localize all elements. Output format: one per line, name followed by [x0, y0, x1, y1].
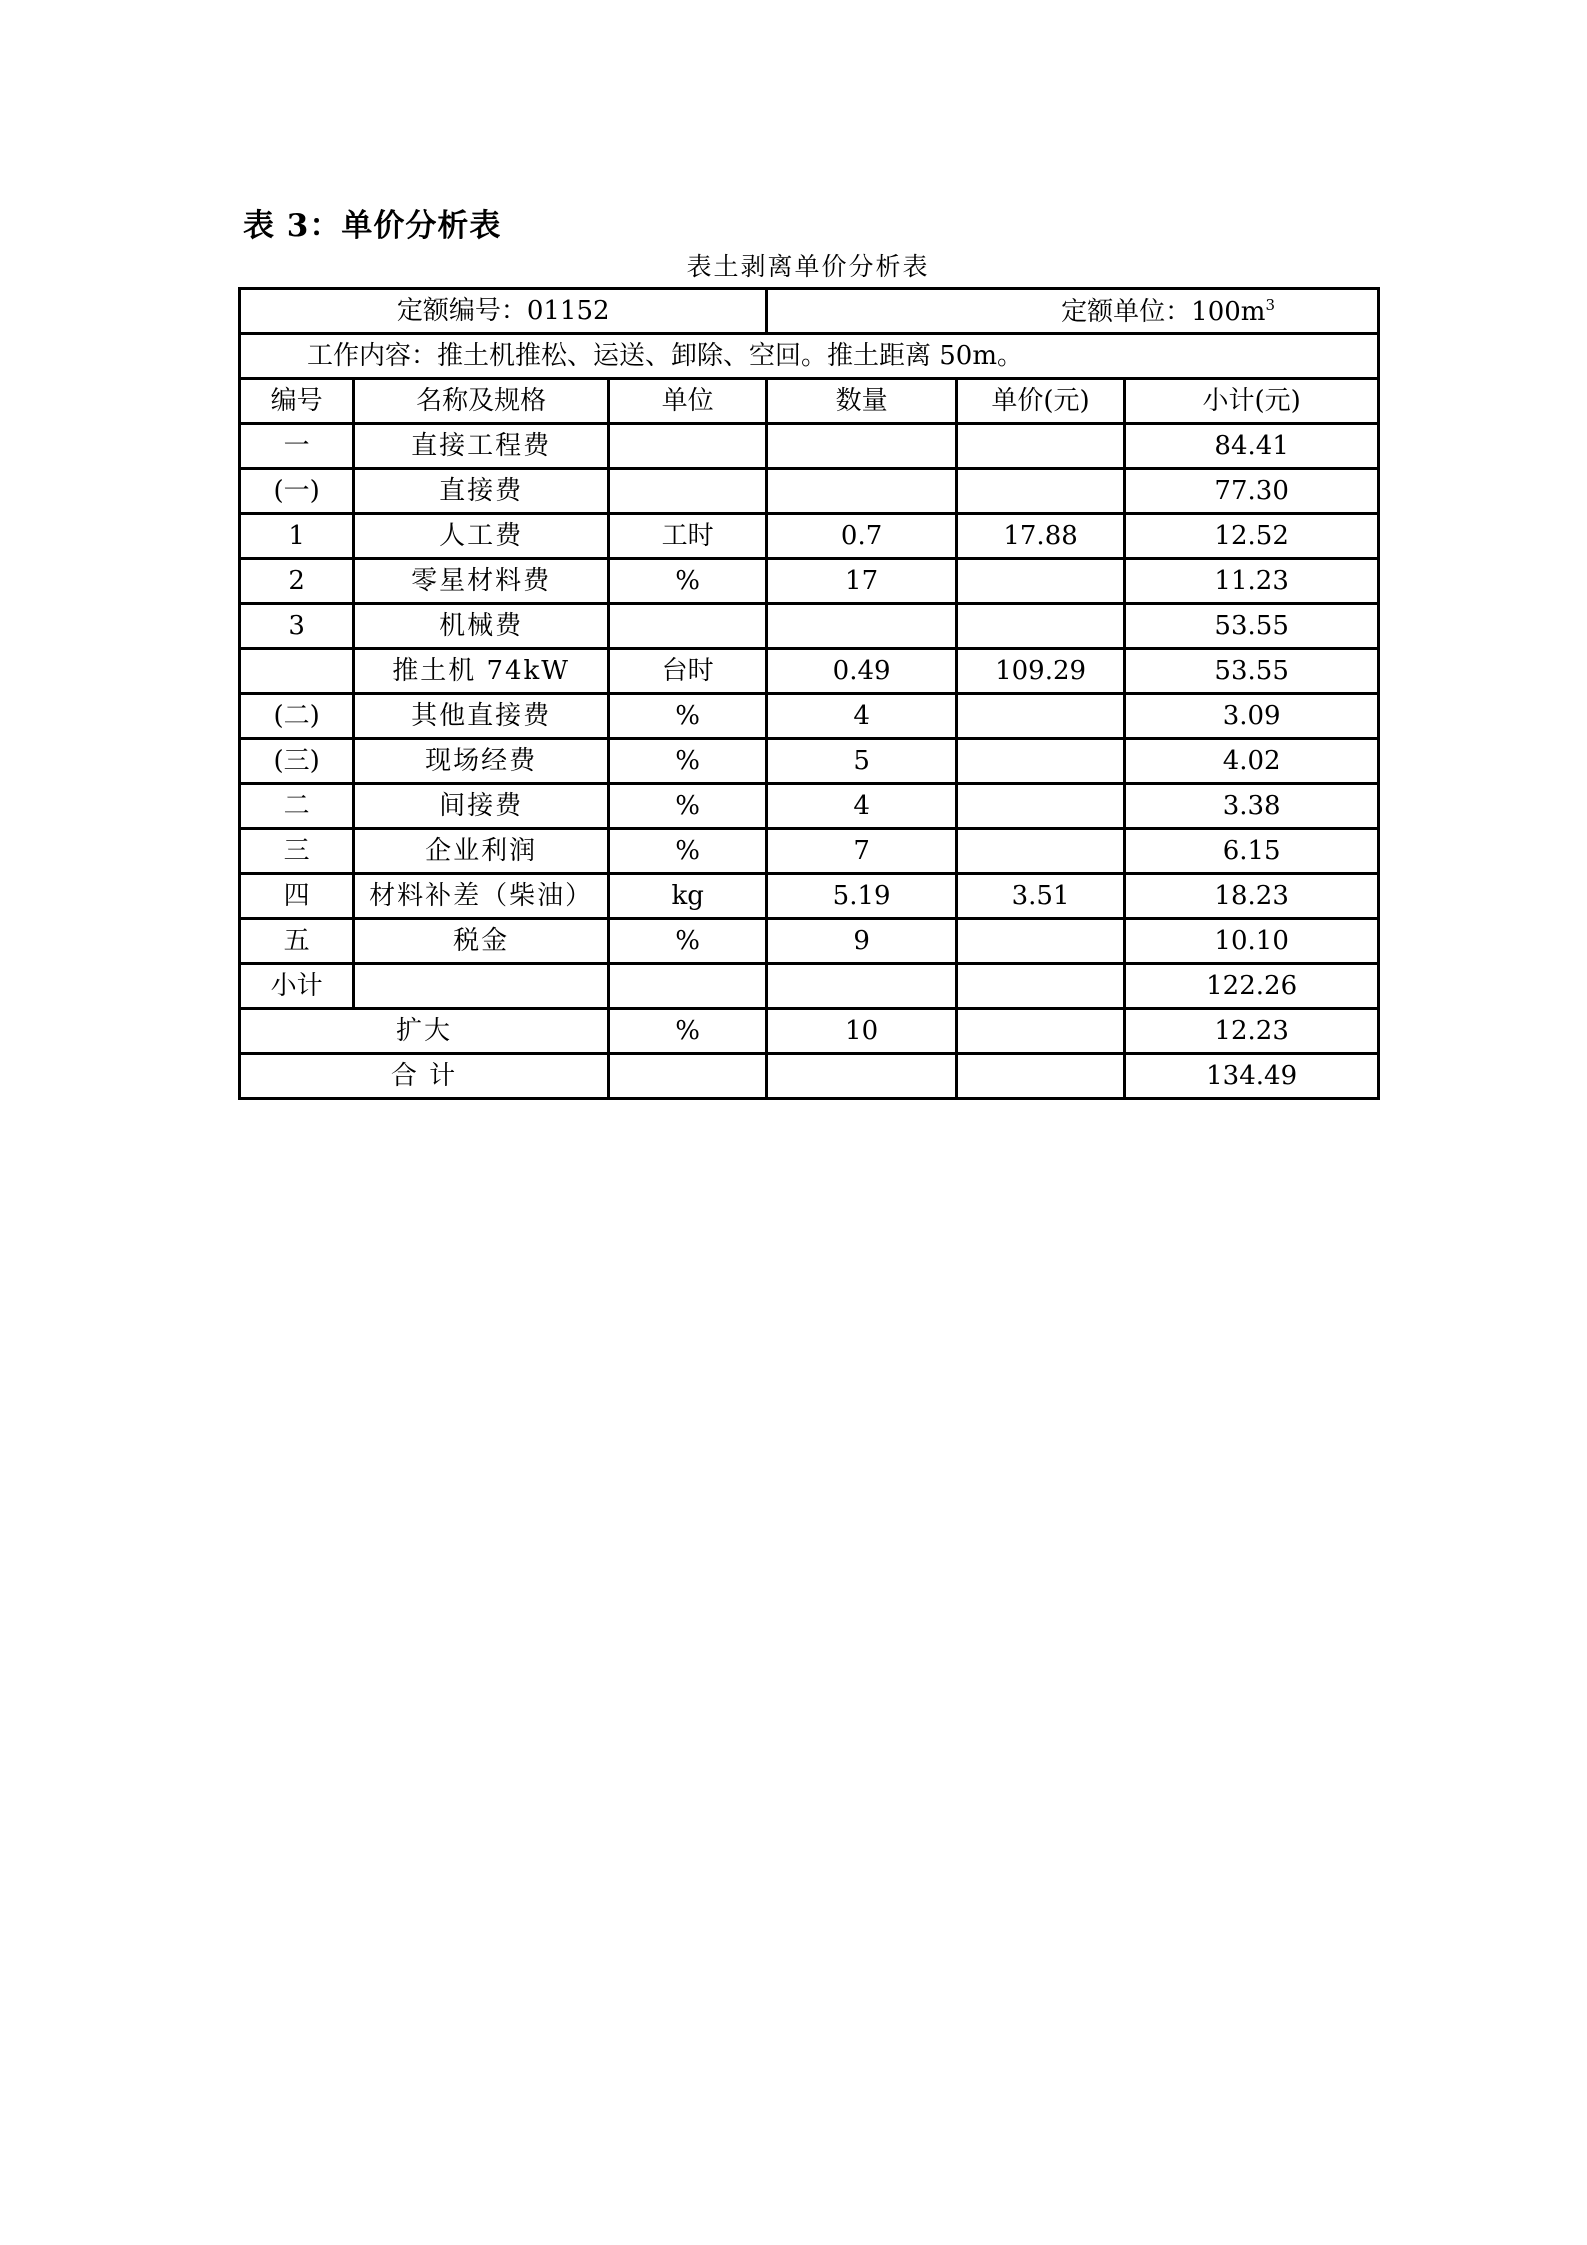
cell-subtotal: 84.41 [1125, 424, 1379, 469]
cell-name [354, 964, 609, 1009]
cell-qty: 7 [767, 829, 956, 874]
quota-row [240, 289, 1379, 334]
cell-no: 三 [240, 829, 354, 874]
cell-name: 机械费 [354, 604, 609, 649]
cell-qty [767, 424, 956, 469]
column-header-row [240, 379, 1379, 424]
expand-subtotal-cell: 12.23 [1125, 1009, 1379, 1054]
cell-no: 小计 [240, 964, 354, 1009]
table-row [240, 694, 1379, 739]
cell-qty: 5.19 [767, 874, 956, 919]
cell-unit: % [608, 829, 766, 874]
cell-name: 税金 [354, 919, 609, 964]
cell-name: 零星材料费 [354, 559, 609, 604]
table-row [240, 874, 1379, 919]
table-row [240, 964, 1379, 1009]
cell-qty: 9 [767, 919, 956, 964]
cell-unit: 台时 [608, 649, 766, 694]
cell-name: 推土机 74kW [354, 649, 609, 694]
cell-price [956, 559, 1124, 604]
cell-qty: 0.49 [767, 649, 956, 694]
total-qty-cell [767, 1054, 956, 1099]
cell-subtotal: 122.26 [1125, 964, 1379, 1009]
cell-name: 其他直接费 [354, 694, 609, 739]
table-row [240, 604, 1379, 649]
cell-no: 3 [240, 604, 354, 649]
quota-number-cell: 定额编号：01152 [240, 289, 767, 334]
cell-unit [608, 424, 766, 469]
total-subtotal-cell: 134.49 [1125, 1054, 1379, 1099]
cell-name: 间接费 [354, 784, 609, 829]
cell-unit: kg [608, 874, 766, 919]
cell-qty: 4 [767, 784, 956, 829]
cell-unit [608, 469, 766, 514]
cell-unit: % [608, 559, 766, 604]
column-header-name: 名称及规格 [354, 379, 609, 424]
cell-subtotal: 3.38 [1125, 784, 1379, 829]
cell-subtotal: 77.30 [1125, 469, 1379, 514]
expand-unit-cell: % [608, 1009, 766, 1054]
cell-qty: 17 [767, 559, 956, 604]
cell-price: 109.29 [956, 649, 1124, 694]
cell-unit [608, 964, 766, 1009]
expand-price-cell [956, 1009, 1124, 1054]
cell-subtotal: 10.10 [1125, 919, 1379, 964]
cell-no: 一 [240, 424, 354, 469]
expand-row [240, 1009, 1379, 1054]
cell-unit: % [608, 694, 766, 739]
cell-subtotal: 18.23 [1125, 874, 1379, 919]
cell-no: 1 [240, 514, 354, 559]
cell-no: 五 [240, 919, 354, 964]
cell-unit [608, 604, 766, 649]
cell-qty [767, 964, 956, 1009]
cell-qty: 4 [767, 694, 956, 739]
quota-unit-cell [767, 289, 1379, 334]
cell-price [956, 964, 1124, 1009]
unit-price-analysis-table [238, 287, 1380, 1100]
total-unit-cell [608, 1054, 766, 1099]
cell-subtotal: 4.02 [1125, 739, 1379, 784]
cell-name: 人工费 [354, 514, 609, 559]
column-header-price: 单价(元) [956, 379, 1124, 424]
cell-name: 直接费 [354, 469, 609, 514]
total-row [240, 1054, 1379, 1099]
cell-qty [767, 469, 956, 514]
cell-qty: 5 [767, 739, 956, 784]
table-row [240, 514, 1379, 559]
quota-unit-label: 定额单位：100m [1061, 296, 1266, 327]
expand-label-cell: 扩大 [240, 1009, 609, 1054]
total-price-cell [956, 1054, 1124, 1099]
expand-qty-cell: 10 [767, 1009, 956, 1054]
cell-unit: % [608, 739, 766, 784]
column-header-no: 编号 [240, 379, 354, 424]
cell-unit: % [608, 784, 766, 829]
cell-no [240, 649, 354, 694]
cell-price [956, 424, 1124, 469]
table-caption: 表土剥离单价分析表 [686, 252, 930, 281]
cell-subtotal: 6.15 [1125, 829, 1379, 874]
cell-price [956, 604, 1124, 649]
cell-subtotal: 53.55 [1125, 649, 1379, 694]
table-row [240, 739, 1379, 784]
cell-price [956, 469, 1124, 514]
cell-unit: % [608, 919, 766, 964]
cell-no: 2 [240, 559, 354, 604]
work-content-row [240, 334, 1379, 379]
cell-unit: 工时 [608, 514, 766, 559]
cell-price: 3.51 [956, 874, 1124, 919]
cell-name: 企业利润 [354, 829, 609, 874]
cell-price: 17.88 [956, 514, 1124, 559]
cell-price [956, 784, 1124, 829]
work-content-cell: 工作内容：推土机推松、运送、卸除、空回。推土距离 50m。 [240, 334, 1379, 379]
column-header-unit: 单位 [608, 379, 766, 424]
cell-price [956, 694, 1124, 739]
cell-qty: 0.7 [767, 514, 956, 559]
table-row [240, 469, 1379, 514]
cell-subtotal: 3.09 [1125, 694, 1379, 739]
table-row [240, 919, 1379, 964]
cell-name: 材料补差（柴油） [354, 874, 609, 919]
table-row [240, 649, 1379, 694]
table-row [240, 829, 1379, 874]
table-row [240, 784, 1379, 829]
cell-subtotal: 12.52 [1125, 514, 1379, 559]
cell-no: (三) [240, 739, 354, 784]
quota-unit-superscript: 3 [1265, 295, 1275, 314]
cell-no: (一) [240, 469, 354, 514]
cell-qty [767, 604, 956, 649]
cell-subtotal: 11.23 [1125, 559, 1379, 604]
table-row [240, 424, 1379, 469]
document-heading: 表 3：单价分析表 [243, 208, 502, 244]
cell-name: 现场经费 [354, 739, 609, 784]
table-row [240, 559, 1379, 604]
cell-no: (二) [240, 694, 354, 739]
cell-no: 二 [240, 784, 354, 829]
cell-no: 四 [240, 874, 354, 919]
total-label-cell: 合 计 [240, 1054, 609, 1099]
cell-name: 直接工程费 [354, 424, 609, 469]
cell-price [956, 829, 1124, 874]
column-header-subtotal: 小计(元) [1125, 379, 1379, 424]
cell-price [956, 739, 1124, 784]
cell-subtotal: 53.55 [1125, 604, 1379, 649]
column-header-qty: 数量 [767, 379, 956, 424]
cell-price [956, 919, 1124, 964]
